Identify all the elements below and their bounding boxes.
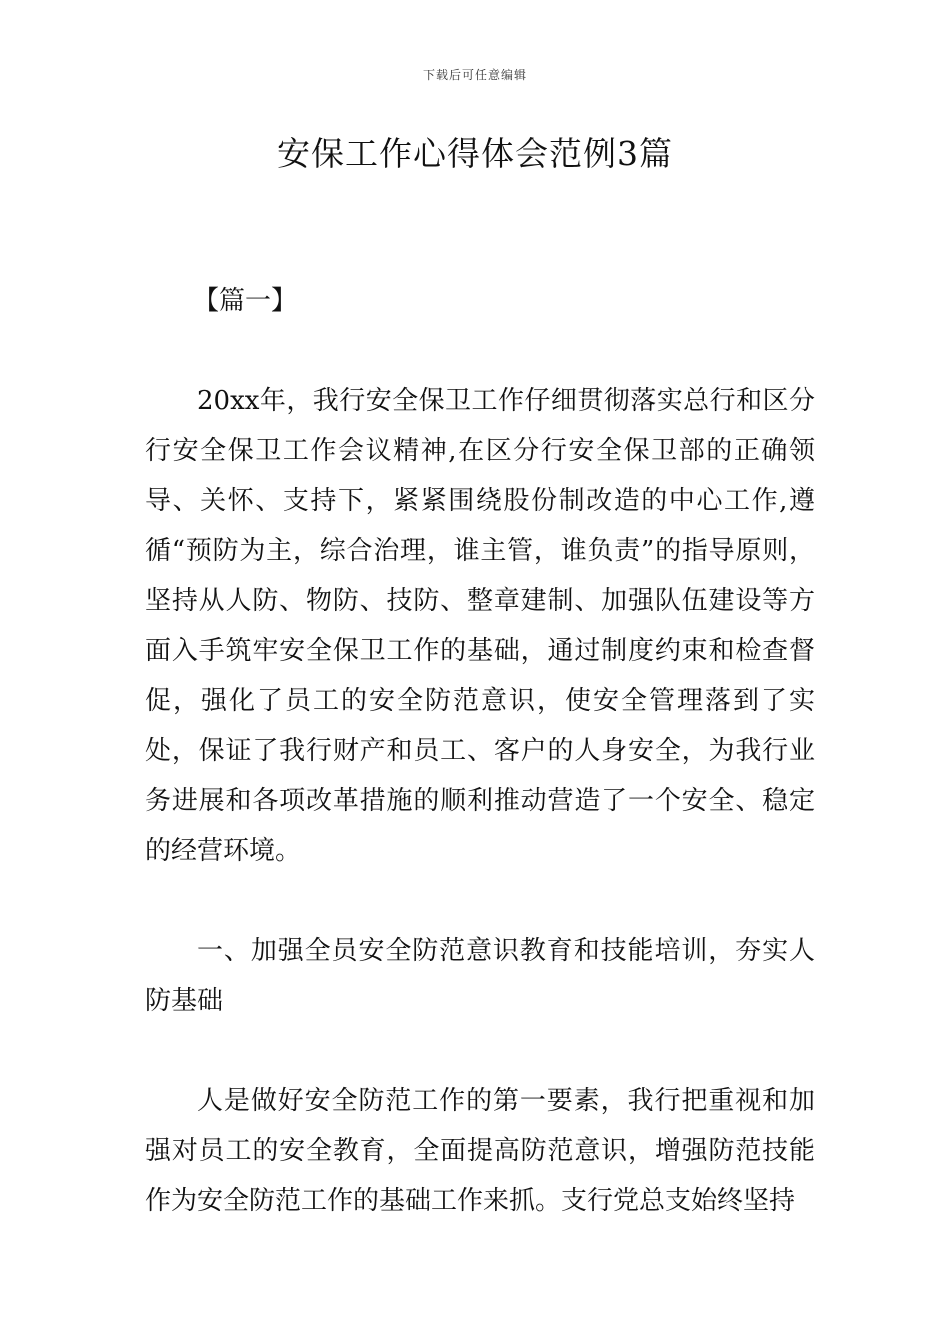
header-note: 下载后可任意编辑: [422, 68, 527, 82]
document-body: [145, 276, 815, 1276]
document-title: 安保工作心得体会范例3篇: [277, 134, 673, 173]
section-label: 【篇一】: [193, 286, 298, 316]
paragraph-body: 人是做好安全防范工作的第一要素，我行把重视和加强对员工的安全教育，全面提高防范意识，增强防范技能作为安全防范工作的基础工作来抓。支行党总支始终坚持: [145, 1086, 815, 1216]
paragraph-heading-one: 一、加强全员安全防范意识教育和技能培训，夯实人防基础: [145, 936, 815, 1016]
paragraph-intro: 20xx年，我行安全保卫工作仔细贯彻落实总行和区分行安全保卫工作会议精神,在区分行安全保卫部的正确领导、关怀、支持下，紧紧围绕股份制改造的中心工作,遵循“预防为主，综合治理，谁主管，谁负责”的指导原则，坚持从人防、物防、技防、整章建制、加强队伍建设等方面入手筑牢安全保卫工作的基础，通过制度约束和检查督促，强化了员工的安全防范意识，使安全管理落到了实处，保证了我行财产和员工、客户的人身安全，为我行业务进展和各项改革措施的顺利推动营造了一个安全、稳定的经营环境。: [145, 386, 815, 866]
